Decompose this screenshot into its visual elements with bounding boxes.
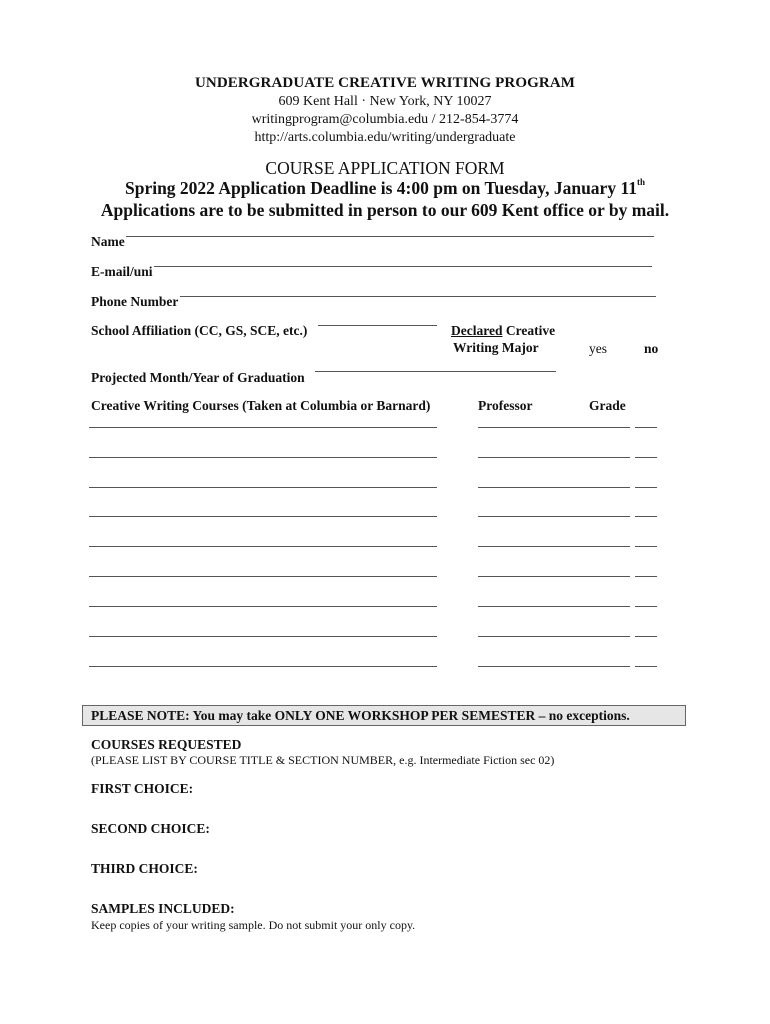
grade-input[interactable] [635,548,657,562]
grade-input[interactable] [635,668,657,682]
courses-column-header: Creative Writing Courses (Taken at Columbia or Barnard) [91,398,431,413]
first-choice-input[interactable] [200,781,650,795]
courses-requested-heading: COURSES REQUESTED [91,737,242,752]
course-input[interactable] [89,578,437,592]
professor-input[interactable] [478,548,630,562]
professor-column-header: Professor [478,398,533,413]
course-field-2[interactable] [89,457,437,458]
grade-input[interactable] [635,578,657,592]
professor-field-2[interactable] [478,457,630,458]
course-input[interactable] [89,638,437,652]
course-field-9[interactable] [89,666,437,667]
samples-text: Keep copies of your writing sample. Do not submit your only copy. [91,918,416,932]
third-choice-input[interactable] [205,861,650,875]
third-choice-label: THIRD CHOICE: [91,861,198,876]
grade-input[interactable] [635,489,657,503]
writing-major-label: Writing Major [453,340,539,355]
professor-input[interactable] [478,518,630,532]
course-input[interactable] [89,429,437,443]
course-field-5[interactable] [89,546,437,547]
professor-input[interactable] [478,608,630,622]
course-input[interactable] [89,518,437,532]
professor-field-3[interactable] [478,487,630,488]
second-choice-label: SECOND CHOICE: [91,821,210,836]
program-contact: writingprogram@columbia.edu / 212-854-3774 [251,112,519,127]
professor-field-5[interactable] [478,546,630,547]
school-affiliation-label: School Affiliation (CC, GS, SCE, etc.) [91,323,308,338]
grade-field-4[interactable] [635,516,657,517]
professor-input[interactable] [478,638,630,652]
graduation-field[interactable] [315,371,556,372]
name-input[interactable] [126,238,654,252]
course-field-1[interactable] [89,427,437,428]
program-title: UNDERGRADUATE CREATIVE WRITING PROGRAM [194,75,576,91]
submission-instructions: Applications are to be submitted in person to our 609 Kent office or by mail. [100,200,670,220]
email-field[interactable] [154,266,652,267]
deadline-text: Spring 2022 Application Deadline is 4:00 pm on Tuesday, January 11th [124,177,646,198]
grade-field-7[interactable] [635,606,657,607]
professor-input[interactable] [478,429,630,443]
professor-field-8[interactable] [478,636,630,637]
program-url[interactable]: http://arts.columbia.edu/writing/undergraduate [254,130,516,145]
form-title: COURSE APPLICATION FORM [265,158,505,178]
grade-column-header: Grade [589,398,626,413]
first-choice-label: FIRST CHOICE: [91,781,194,796]
grade-field-3[interactable] [635,487,657,488]
professor-field-7[interactable] [478,606,630,607]
grade-field-6[interactable] [635,576,657,577]
name-label: Name [91,234,125,249]
course-field-8[interactable] [89,636,437,637]
grade-input[interactable] [635,459,657,473]
graduation-label: Projected Month/Year of Graduation [91,370,305,385]
professor-field-4[interactable] [478,516,630,517]
course-input[interactable] [89,608,437,622]
course-input[interactable] [89,548,437,562]
samples-heading: SAMPLES INCLUDED: [91,901,235,916]
professor-input[interactable] [478,489,630,503]
professor-field-6[interactable] [478,576,630,577]
email-label: E-mail/uni [91,264,153,279]
courses-requested-instruction: (PLEASE LIST BY COURSE TITLE & SECTION NUMBER, e.g. Intermediate Fiction sec 02) [91,753,555,767]
course-input[interactable] [89,459,437,473]
course-input[interactable] [89,489,437,503]
second-choice-input[interactable] [215,821,650,835]
grade-field-9[interactable] [635,666,657,667]
declared-major-label: Declared Creative [451,323,556,338]
grade-input[interactable] [635,518,657,532]
graduation-input[interactable] [315,373,556,387]
email-input[interactable] [154,268,652,282]
grade-input[interactable] [635,608,657,622]
grade-field-5[interactable] [635,546,657,547]
no-option[interactable]: no [644,341,659,356]
course-field-6[interactable] [89,576,437,577]
course-field-4[interactable] [89,516,437,517]
course-field-3[interactable] [89,487,437,488]
professor-field-1[interactable] [478,427,630,428]
grade-field-2[interactable] [635,457,657,458]
school-affiliation-input[interactable] [318,327,437,341]
professor-input[interactable] [478,668,630,682]
phone-label: Phone Number [91,294,179,309]
grade-field-8[interactable] [635,636,657,637]
course-input[interactable] [89,668,437,682]
workshop-note-text: PLEASE NOTE: You may take ONLY ONE WORKSHOP PER SEMESTER – no exceptions. [91,708,630,723]
name-field[interactable] [126,236,654,237]
grade-input[interactable] [635,429,657,443]
grade-input[interactable] [635,638,657,652]
school-affiliation-field[interactable] [318,325,437,326]
workshop-note-box [82,705,686,726]
phone-input[interactable] [180,298,656,312]
grade-field-1[interactable] [635,427,657,428]
professor-input[interactable] [478,578,630,592]
professor-input[interactable] [478,459,630,473]
program-address: 609 Kent Hall · New York, NY 10027 [278,94,492,109]
yes-option[interactable]: yes [589,341,607,356]
phone-field[interactable] [180,296,656,297]
course-field-7[interactable] [89,606,437,607]
professor-field-9[interactable] [478,666,630,667]
